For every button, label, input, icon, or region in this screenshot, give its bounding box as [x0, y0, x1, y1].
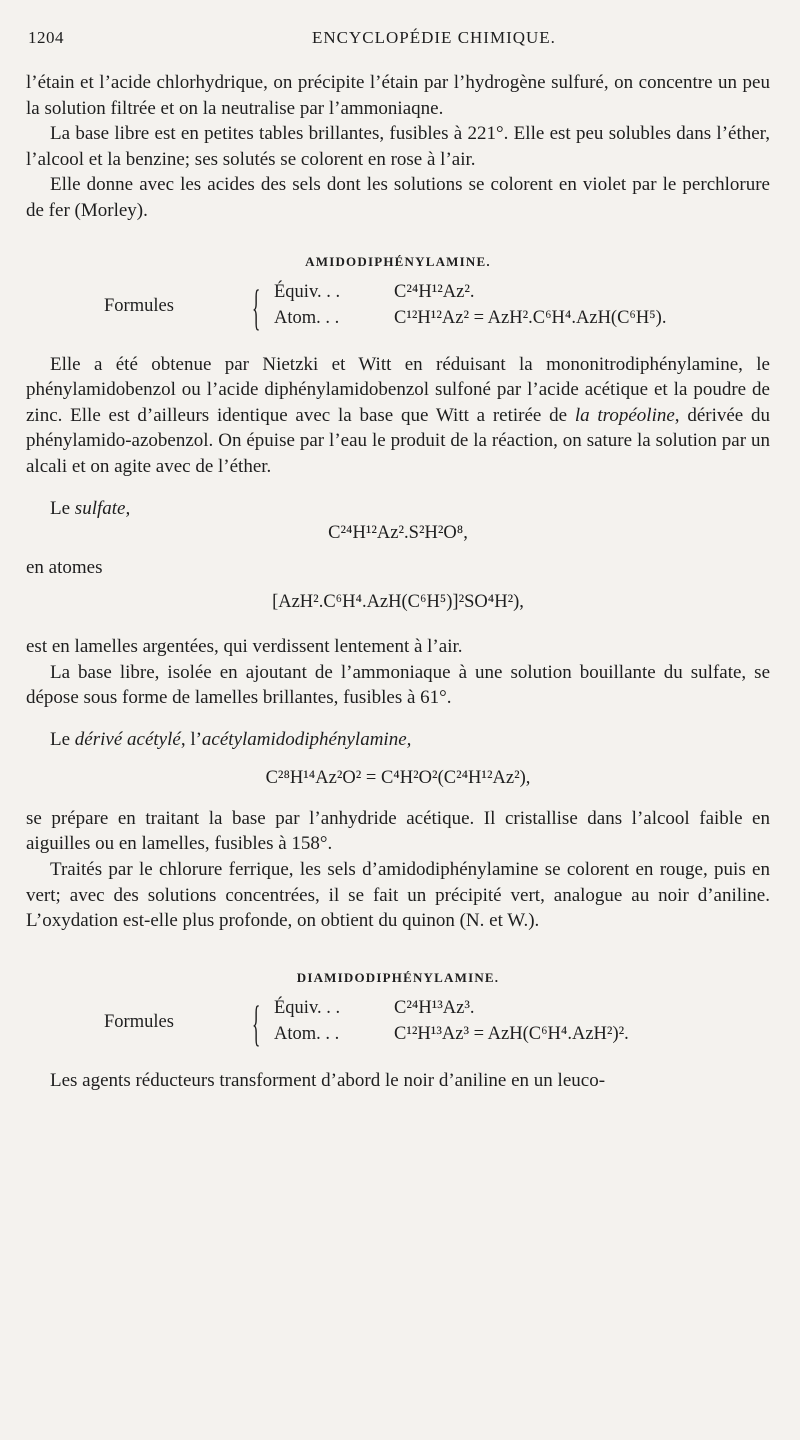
formula-equiv: C²⁴H¹²Az².	[394, 281, 475, 302]
formula-equiv-label: Équiv. . .	[274, 281, 341, 302]
paragraph: La base libre, isolée en ajoutant de l’ammoniaque à une solution bouillante du sulfate, se dépose sous forme de lamelles brillantes, fusibles à 61°.	[26, 661, 770, 709]
derive-label	[26, 727, 770, 753]
section-heading: AMIDODIPHÉNYLAMINE.	[305, 253, 491, 269]
formula-atom: C¹²H¹²Az² = AzH².C⁶H⁴.AzH(C⁶H⁵).	[394, 307, 667, 328]
paragraph: se prépare en traitant la base par l’anhydride acétique. Il cristallise dans l’alcool faible en aiguilles ou en lamelles, fusibles à 158°.	[26, 807, 770, 855]
formula-equiv: C²⁴H¹³Az³.	[394, 997, 475, 1018]
text-run: Le	[50, 728, 75, 750]
paragraph: Les agents réducteurs transforment d’abord le noir d’aniline en un leuco-	[50, 1069, 606, 1091]
paragraph: l’étain et l’acide chlorhydrique, on précipite l’étain par l’hydrogène sulfuré, on concentre un peu la solution filtrée et on la neutralise par l’ammoniaqne.	[26, 72, 770, 119]
text-run: Le	[50, 497, 75, 519]
en-atomes-label: en atomes	[26, 556, 103, 578]
formula-atom-label: Atom. . .	[274, 1023, 340, 1044]
formula-equiv-label: Équiv. . .	[274, 997, 341, 1018]
brace-glyph: {	[252, 278, 261, 335]
italic-run: la tropéoline	[574, 404, 675, 426]
text-run: , l’	[180, 728, 202, 750]
text-run: Elle a été obtenue par Nietzki et Witt en réduisant la mononitrodiphénylamine, le phénylamidobenzol ou l’acide diphénylamidobenzol sulfoné par l’acide acétique et la poudre de zinc. Elle est d’ailleurs identique avec la base que Witt a retirée de	[26, 353, 770, 426]
text-run: , dérivée du phénylamido-azobenzol. On épuise par l’eau le produit de la réaction, on sature la solution par un alcali et on agite avec de l’éther.	[26, 404, 770, 477]
page-number: 1204	[28, 28, 64, 47]
formula-label: Formules	[104, 295, 174, 316]
page-body	[26, 70, 770, 1093]
formula-block	[26, 278, 770, 338]
paragraph: Traités par le chlorure ferrique, les sels d’amidodiphénylamine se colorent en rouge, puis en vert; avec des solutions concentrées, il se fait un précipité vert, analogue au noir d’aniline. L’oxydation est-elle plus profonde, on obtient du quinon (N. et W.).	[26, 859, 770, 932]
italic-run: sulfate,	[74, 497, 131, 519]
paragraph	[26, 352, 770, 480]
formula-block	[26, 994, 770, 1054]
italic-run: dérivé acétylé	[74, 728, 181, 750]
formula-label: Formules	[104, 1011, 174, 1032]
section-heading: DIAMIDODIPHÉNYLAMINE.	[296, 969, 500, 985]
italic-run: acétylamidodiphénylamine,	[201, 728, 412, 750]
equation-sulfate-atoms: [AzH².C⁶H⁴.AzH(C⁶H⁵)]²SO⁴H²),	[272, 592, 524, 613]
paragraph: est en lamelles argentées, qui verdissent lentement à l’air.	[26, 635, 463, 657]
sulfate-label	[26, 496, 770, 522]
brace-glyph: {	[252, 994, 261, 1051]
running-title: ENCYCLOPÉDIE CHIMIQUE.	[312, 28, 556, 47]
equation-sulfate: C²⁴H¹²Az².S²H²O⁸,	[328, 523, 468, 544]
page-header	[28, 28, 768, 54]
paragraph: La base libre est en petites tables brillantes, fusibles à 221°. Elle est peu solubles dans l’éther, l’alcool et la benzine; ses solutés se colorent en rose à l’air.	[26, 123, 770, 170]
equation-acetyl: C²⁸H¹⁴Az²O² = C⁴H²O²(C²⁴H¹²Az²),	[265, 768, 531, 789]
formula-atom: C¹²H¹³Az³ = AzH(C⁶H⁴.AzH²)².	[394, 1023, 629, 1044]
paragraph: Elle donne avec les acides des sels dont les solutions se colorent en violet par le perchlorure de fer (Morley).	[26, 174, 770, 221]
formula-atom-label: Atom. . .	[274, 307, 340, 328]
